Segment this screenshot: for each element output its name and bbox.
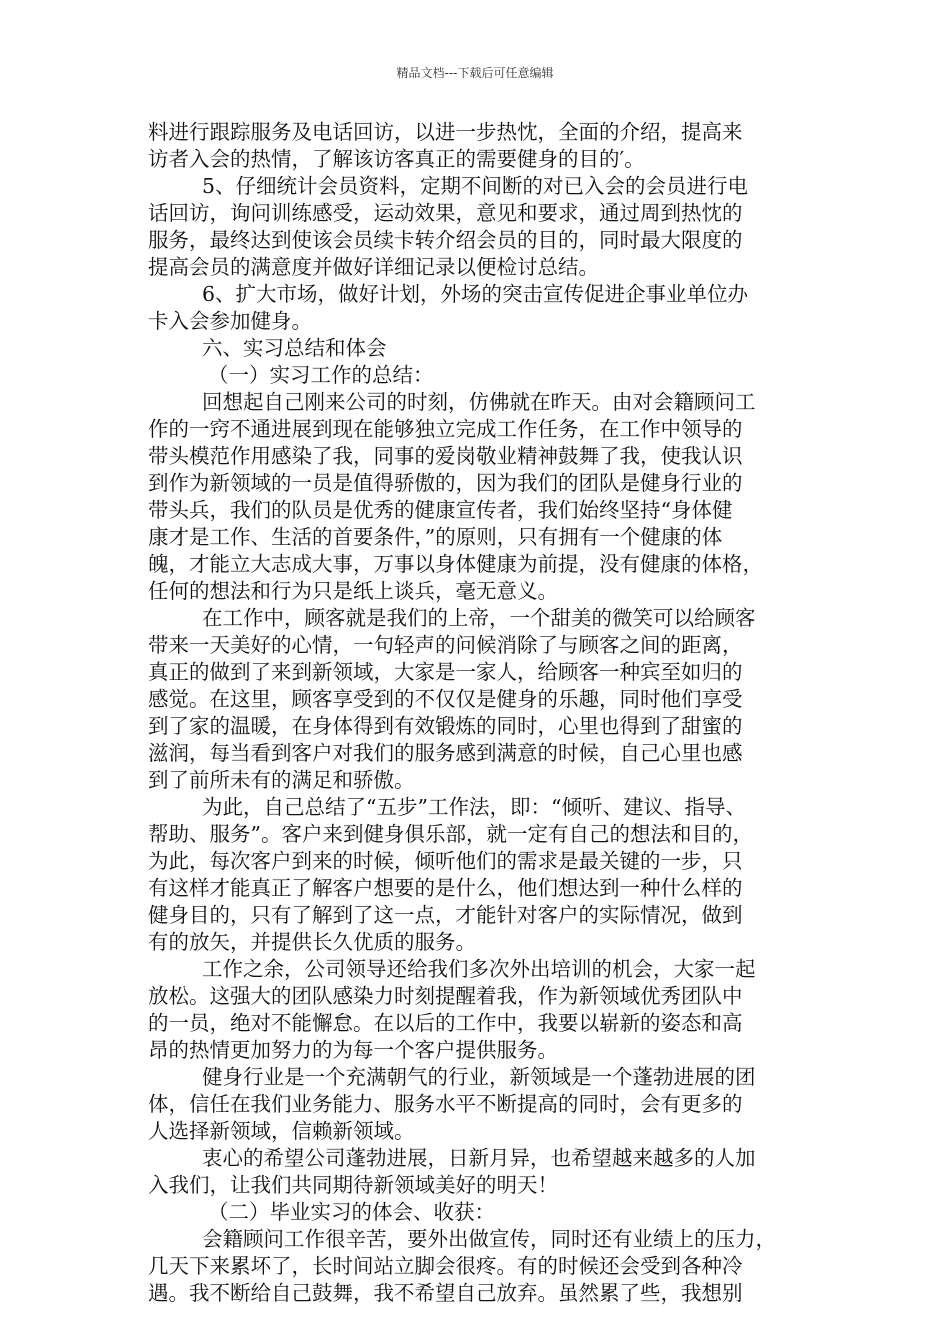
subsection-heading: （一）实习工作的总结：: [208, 363, 434, 387]
text-line: 作的一窍不通进展到现在能够独立完成工作任务，在工作中领导的: [148, 417, 743, 441]
text-line: 为此，自己总结了“五步”工作法，即：“倾听、建议、指导、: [202, 795, 746, 819]
text-line: 工作之余，公司领导还给我们多次外出培训的机会，大家一起: [202, 957, 756, 981]
text-line: 为此，每次客户到来的时候，倾听他们的需求是最关键的一步，只: [148, 849, 743, 873]
text-line: 健身行业是一个充满朝气的行业，新领域是一个蓬勃进展的团: [202, 1065, 756, 1089]
subsection-heading: （二）毕业实习的体会、收获：: [208, 1200, 495, 1224]
text-line: 会籍顾问工作很辛苦，要外出做宣传，同时还有业绩上的压力，: [202, 1227, 776, 1251]
text-line: 6、扩大市场，做好计划，外场的突击宣传促进企事业单位办: [202, 282, 749, 306]
text-line: 昂的热情更加努力的为每一个客户提供服务。: [148, 1038, 558, 1062]
text-line: 有的放矢，并提供长久优质的服务。: [148, 930, 476, 954]
text-line: 到了家的温暖，在身体得到有效锻炼的同时，心里也得到了甜蜜的: [148, 714, 743, 738]
text-line: 健身目的，只有了解到了这一点，才能针对客户的实际情况，做到: [148, 903, 743, 927]
text-line: 带来一天美好的心情，一句轻声的问候消除了与顾客之间的距离，: [148, 633, 743, 657]
text-line: 放松。这强大的团队感染力时刻提醒着我，作为新领域优秀团队中: [148, 984, 743, 1008]
text-line: 卡入会参加健身。: [148, 309, 312, 333]
text-line: 真正的做到了来到新领域，大家是一家人，给顾客一种宾至如归的: [148, 660, 743, 684]
text-line: 话回访，询问训练感受，运动效果，意见和要求，通过周到热忱的: [148, 201, 743, 225]
text-line: 在工作中，顾客就是我们的上帝，一个甜美的微笑可以给顾客: [202, 606, 756, 630]
text-line: 遇。我不断给自己鼓舞，我不希望自己放弃。虽然累了些，我想别: [148, 1281, 743, 1305]
text-line: 衷心的希望公司蓬勃进展，日新月异，也希望越来越多的人加: [202, 1146, 756, 1170]
text-line: 到作为新领域的一员是值得骄傲的，因为我们的团队是健身行业的: [148, 471, 743, 495]
document-body: [148, 119, 804, 1307]
text-line: 入我们，让我们共同期待新领域美好的明天！: [148, 1173, 558, 1197]
text-line: 帮助、服务”。客户来到健身俱乐部，就一定有自己的想法和目的，: [148, 822, 753, 846]
text-line: 的一员，绝对不能懈怠。在以后的工作中，我要以崭新的姿态和高: [148, 1011, 743, 1035]
text-line: 回想起自己刚来公司的时刻，仿佛就在昨天。由对会籍顾问工: [202, 390, 756, 414]
text-line: 料进行跟踪服务及电话回访，以进一步热忱，全面的介绍，提高来: [148, 120, 743, 144]
text-line: 到了前所未有的满足和骄傲。: [148, 768, 415, 792]
text-line: 任何的想法和行为只是纸上谈兵，毫无意义。: [148, 579, 558, 603]
text-line: 体，信任在我们业务能力、服务水平不断提高的同时，会有更多的: [148, 1092, 743, 1116]
text-line: 提高会员的满意度并做好详细记录以便检讨总结。: [148, 255, 599, 279]
text-line: 滋润，每当看到客户对我们的服务感到满意的时候，自己心里也感: [148, 741, 743, 765]
section-heading: 六、实习总结和体会: [202, 336, 387, 360]
text-line: 几天下来累坏了，长时间站立脚会很疼。有的时候还会受到各种冷: [148, 1254, 743, 1278]
text-line: 魄，才能立大志成大事，万事以身体健康为前提，没有健康的体格，: [148, 552, 763, 576]
text-line: 访者入会的热情，了解该访客真正的需要健身的目的′。: [148, 147, 645, 171]
text-line: 人选择新领域，信赖新领域。: [148, 1119, 415, 1143]
text-line: 有这样才能真正了解客户想要的是什么，他们想达到一种什么样的: [148, 876, 743, 900]
page-header: 精品文档---下载后可任意编辑: [396, 66, 554, 80]
text-line: 5、仔细统计会员资料，定期不间断的对已入会的会员进行电: [202, 174, 749, 198]
text-line: 康才是工作、生活的首要条件，”的原则，只有拥有一个健康的体: [148, 525, 723, 549]
text-line: 带头兵，我们的队员是优秀的健康宣传者，我们始终坚持“身体健: [148, 498, 733, 522]
text-line: 服务，最终达到使该会员续卡转介绍会员的目的，同时最大限度的: [148, 228, 743, 252]
text-line: 感觉。在这里，顾客享受到的不仅仅是健身的乐趣，同时他们享受: [148, 687, 743, 711]
text-line: 带头模范作用感染了我，同事的爱岗敬业精神鼓舞了我，使我认识: [148, 444, 743, 468]
